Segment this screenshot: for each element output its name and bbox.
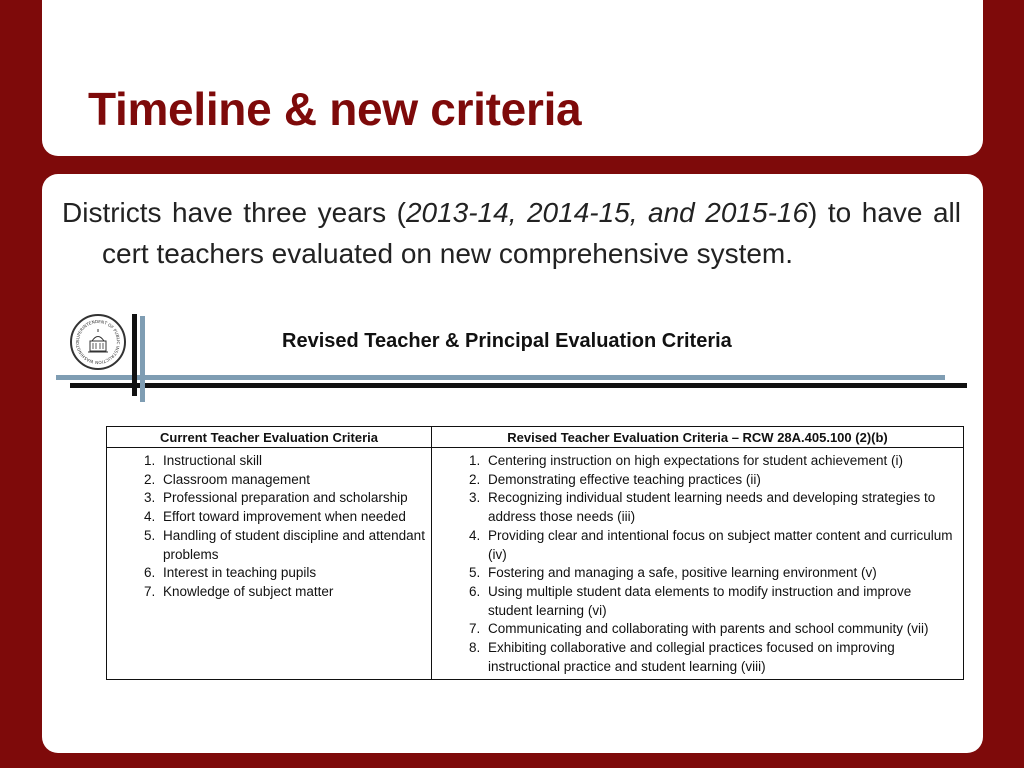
table-row (107, 448, 964, 680)
list-item: 3. Professional preparation and scholarship (159, 489, 425, 508)
timeline-paragraph (62, 192, 961, 302)
current-criteria-list (113, 452, 425, 602)
document-heading: Revised Teacher & Principal Evaluation Criteria (282, 330, 732, 352)
criteria-table (106, 426, 964, 680)
document-header (42, 302, 983, 412)
svg-text:SUPERINTENDENT OF PUBLIC INSTR: SUPERINTENDENT OF PUBLIC INSTRUCTION WASHINGTO (74, 318, 122, 366)
list-item: 8. Exhibiting collaborative and collegial practices focused on improving instructional practice and student learning (viii) (484, 639, 957, 676)
list-item: 4. Effort toward improvement when needed (159, 508, 425, 527)
list-item: 5. Handling of student discipline and attendant problems (159, 527, 425, 564)
header-rule-black (70, 383, 967, 388)
list-item: 3. Recognizing individual student learning needs and developing strategies to address those needs (iii) (484, 489, 957, 526)
paragraph-intro: Districts have three years ( (62, 197, 406, 228)
current-criteria-header: Current Teacher Evaluation Criteria (107, 427, 432, 448)
header-vertical-rule-blue (140, 316, 145, 402)
current-criteria-cell (107, 448, 432, 680)
paragraph-years: 2013-14, 2014-15, and 2015-16 (405, 197, 809, 228)
header-vertical-rule-black (132, 314, 137, 396)
list-item: 7. Communicating and collaborating with parents and school community (vii) (484, 620, 957, 639)
seal-emblem (72, 316, 124, 368)
list-item: 6. Using multiple student data elements to modify instruction and improve student learning (vi) (484, 583, 957, 620)
paragraph-rest: ) to have all cert teachers evaluated on new comprehensive system. (102, 197, 961, 269)
revised-criteria-cell (432, 448, 964, 680)
slide-title: Timeline & new criteria (88, 83, 582, 135)
list-item: 2. Classroom management (159, 471, 425, 490)
list-item: 6. Interest in teaching pupils (159, 564, 425, 583)
revised-criteria-header: Revised Teacher Evaluation Criteria – RCW 28A.405.100 (2)(b) (432, 427, 964, 448)
header-rule-blue (56, 375, 945, 380)
list-item: 1. Instructional skill (159, 452, 425, 471)
ospi-seal-logo (70, 314, 126, 370)
list-item: 2. Demonstrating effective teaching practices (ii) (484, 471, 957, 490)
title-card (42, 0, 983, 156)
revised-criteria-list (438, 452, 957, 676)
list-item: 1. Centering instruction on high expectations for student achievement (i) (484, 452, 957, 471)
list-item: 7. Knowledge of subject matter (159, 583, 425, 602)
content-card (42, 174, 983, 753)
list-item: 5. Fostering and managing a safe, positive learning environment (v) (484, 564, 957, 583)
list-item: 4. Providing clear and intentional focus on subject matter content and curriculum (iv) (484, 527, 957, 564)
